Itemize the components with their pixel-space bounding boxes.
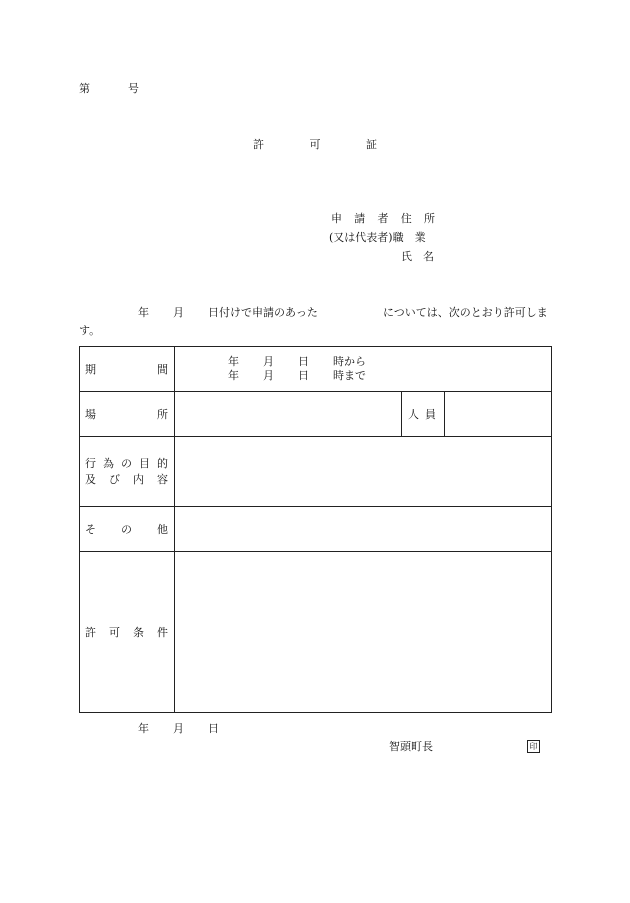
applicant-address-label [331, 212, 435, 226]
persons-value[interactable] [445, 392, 552, 437]
title-char: 可 [309, 138, 321, 151]
place-value[interactable] [175, 392, 402, 437]
label-char: 請 [354, 212, 366, 225]
row-period [80, 347, 552, 392]
period-month: 月 [263, 369, 274, 382]
footer-year: 年 [138, 722, 149, 735]
period-year: 年 [228, 369, 239, 382]
label-char: 及 [85, 472, 96, 486]
applicant-occupation-label: (又は代表者)職 業 [329, 231, 426, 244]
label-char: 住 [400, 212, 412, 225]
purpose-value[interactable] [175, 437, 552, 507]
label-char: 人 [408, 408, 419, 421]
label-char: そ [85, 523, 96, 536]
period-from-time: 時から [333, 355, 366, 368]
label-char: 員 [425, 408, 436, 421]
document-number-suffix: 号 [128, 82, 139, 95]
label-char: 為 [103, 456, 114, 470]
label-char: 容 [157, 472, 168, 486]
conditions-value[interactable] [175, 552, 552, 713]
period-label [80, 347, 175, 392]
period-to-time: 時まで [333, 369, 366, 382]
document-title [253, 138, 377, 152]
label-char: 者 [377, 212, 389, 225]
intro-date-text: 日付けで申請のあった [208, 306, 318, 319]
conditions-label [80, 552, 175, 713]
row-conditions [80, 552, 552, 713]
label-char: 所 [157, 408, 168, 421]
label-char: 間 [157, 363, 168, 376]
document-number-prefix: 第 [79, 82, 90, 95]
row-place [80, 392, 552, 437]
title-char: 許 [253, 138, 264, 151]
label-char: 可 [109, 626, 120, 639]
seal-mark: 印 [527, 740, 540, 753]
other-value[interactable] [175, 507, 552, 552]
period-value[interactable] [175, 347, 552, 392]
intro-wrap-text: す。 [79, 324, 101, 337]
label-char: 申 [331, 212, 342, 225]
period-year: 年 [228, 355, 239, 368]
issuer-name: 智頭町長 [389, 740, 433, 753]
purpose-label [80, 437, 175, 507]
label-char: 的 [157, 456, 168, 470]
row-purpose [80, 437, 552, 507]
row-other [80, 507, 552, 552]
label-char: 行 [85, 456, 96, 470]
period-to-line [175, 369, 551, 383]
applicant-name-label: 氏 名 [401, 250, 434, 263]
label-char: の [121, 523, 132, 536]
label-char: 件 [157, 626, 168, 639]
label-char: 場 [85, 408, 96, 421]
title-char: 証 [366, 138, 377, 151]
footer-month: 月 [173, 722, 184, 735]
intro-tail-text: については、次のとおり許可しま [383, 306, 548, 319]
permit-form-table [79, 346, 552, 713]
label-char: 許 [85, 626, 96, 639]
label-char: び [109, 472, 120, 486]
period-day: 日 [298, 355, 309, 368]
label-char: 他 [157, 523, 168, 536]
label-char: 所 [424, 212, 435, 225]
persons-label [402, 392, 445, 437]
label-char: 目 [139, 456, 150, 470]
place-label [80, 392, 175, 437]
label-char: 期 [85, 363, 96, 376]
period-day: 日 [298, 369, 309, 382]
label-char: 内 [133, 472, 144, 486]
other-label [80, 507, 175, 552]
label-char: の [121, 456, 132, 470]
intro-month: 月 [173, 306, 184, 319]
period-month: 月 [263, 355, 274, 368]
label-char: 条 [133, 626, 144, 639]
period-from-line [175, 355, 551, 369]
footer-day: 日 [208, 722, 219, 735]
intro-year: 年 [138, 306, 149, 319]
